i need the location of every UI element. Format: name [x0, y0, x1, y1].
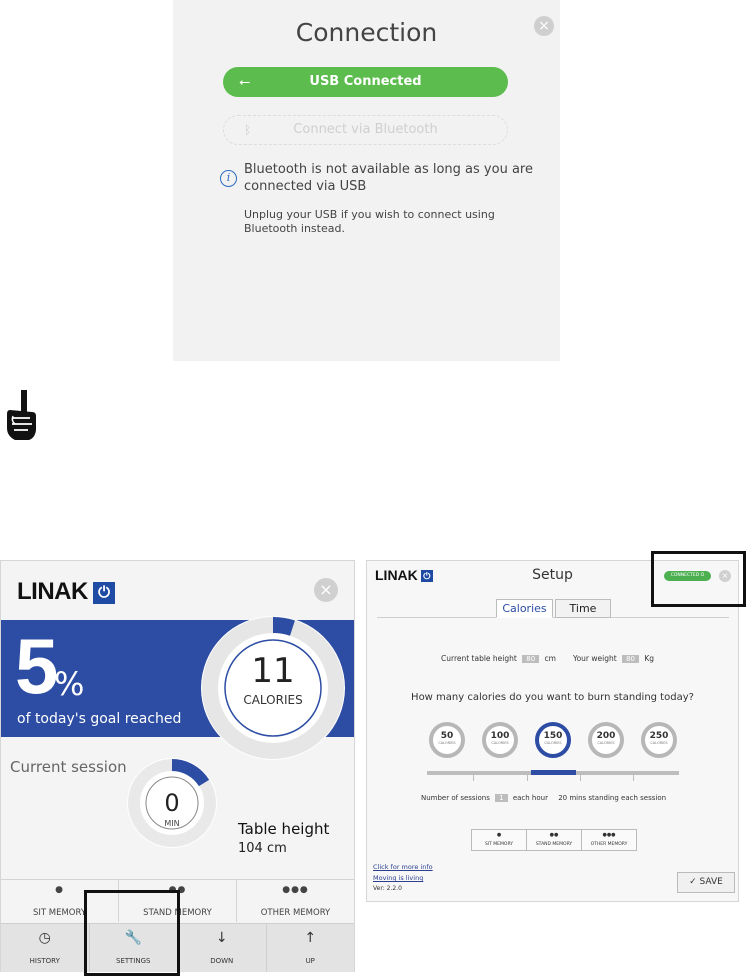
calorie-option-150[interactable]: [535, 722, 571, 758]
usb-connected-label: USB Connected: [309, 74, 422, 89]
info-icon: i: [220, 170, 237, 187]
check-icon: ✓: [689, 877, 697, 887]
memory-dots-icon: ●●●: [282, 885, 309, 895]
sessions-unit: each hour: [512, 794, 548, 802]
setup-window: [366, 560, 739, 902]
nav-label: DOWN: [210, 957, 234, 965]
linak-power-icon: ⏻: [421, 570, 433, 582]
calorie-option-100[interactable]: [482, 722, 518, 758]
nav-label: HISTORY: [29, 957, 60, 965]
memory-dots-icon: ●: [496, 832, 502, 838]
connected-badge[interactable]: CONNECTED ⭘: [664, 571, 711, 581]
version-text: Ver: 2.2.0: [373, 885, 402, 892]
connect-bluetooth-label: Connect via Bluetooth: [293, 122, 438, 137]
session-minutes-label: MIN: [164, 819, 180, 828]
more-info-link[interactable]: Click for more info: [373, 863, 433, 871]
save-label: SAVE: [699, 877, 723, 887]
memory-label: OTHER MEMORY: [590, 842, 628, 847]
memory-dots-icon: ●●: [168, 885, 187, 895]
usb-connected-button[interactable]: [223, 67, 508, 97]
calorie-option-unit: CALORIES: [544, 741, 562, 745]
sessions-extra: 20 mins standing each session: [558, 794, 667, 802]
weight-label: Your weight: [573, 654, 617, 663]
calorie-option-value: 150: [543, 731, 563, 741]
clock-icon: ◷: [38, 930, 51, 946]
session-minutes-value: 0: [164, 789, 180, 817]
sessions-row: [421, 794, 666, 802]
calorie-option-unit: CALORIES: [597, 741, 615, 745]
usb-icon: ⭠: [239, 74, 251, 90]
nav-label: UP: [305, 957, 315, 965]
linak-power-icon: ⏻: [93, 582, 115, 604]
memory-dots-icon: ●●●: [602, 832, 616, 838]
calorie-option-200[interactable]: [588, 722, 624, 758]
other-memory-button[interactable]: [237, 880, 354, 922]
arrow-down-icon: ↓: [215, 930, 228, 946]
up-button[interactable]: [267, 924, 355, 972]
connected-highlight-frame: [651, 551, 746, 607]
history-button[interactable]: [1, 924, 90, 972]
nav-label: SETTINGS: [116, 957, 151, 965]
close-icon[interactable]: ×: [719, 570, 731, 582]
pointing-hand-icon: [4, 388, 40, 444]
sessions-label: Number of sessions: [421, 794, 490, 802]
tab-divider: [377, 617, 729, 618]
memory-label: SIT MEMORY: [484, 842, 514, 847]
table-height-input[interactable]: 80: [522, 655, 539, 663]
down-button[interactable]: [178, 924, 267, 972]
calorie-option-value: 100: [490, 731, 510, 741]
calorie-option-value: 200: [596, 731, 616, 741]
tab-time[interactable]: Time: [555, 599, 611, 618]
table-height-unit: cm: [544, 654, 556, 663]
goal-text: of today's goal reached: [17, 711, 182, 727]
save-button[interactable]: [677, 872, 735, 893]
unplug-usb-text: Unplug your USB if you wish to connect using Bluetooth instead.: [244, 208, 495, 235]
memory-dots-icon: ●: [55, 885, 64, 895]
weight-unit: Kg: [644, 654, 655, 663]
moving-is-living-link[interactable]: Moving is living: [373, 874, 424, 882]
slider-tick: [527, 775, 528, 781]
tab-calories[interactable]: Calories: [496, 599, 553, 618]
calorie-option-unit: CALORIES: [650, 741, 668, 745]
sessions-input[interactable]: 1: [495, 794, 507, 802]
wrench-icon: 🔧: [124, 930, 142, 946]
calorie-option-unit: CALORIES: [438, 741, 456, 745]
sit-memory-button[interactable]: [472, 830, 527, 850]
weight-input[interactable]: 80: [622, 655, 639, 663]
connect-bluetooth-button[interactable]: [223, 115, 508, 145]
table-height-value: 104 cm: [238, 841, 287, 856]
memory-label: STAND MEMORY: [535, 842, 573, 847]
goal-percent: 5: [15, 622, 59, 710]
calories-label: CALORIES: [243, 693, 303, 707]
close-icon[interactable]: ×: [534, 16, 554, 36]
slider-tick: [633, 775, 634, 781]
bluetooth-icon: ᛒ: [244, 123, 252, 137]
memory-label: STAND MEMORY: [143, 908, 212, 918]
slider-tick: [580, 775, 581, 781]
memory-dots-icon: ●●: [549, 832, 559, 838]
other-memory-button[interactable]: [582, 830, 636, 850]
calorie-option-value: 250: [649, 731, 669, 741]
linak-logo-text: LINAK: [375, 567, 418, 583]
table-height-field: [441, 654, 556, 663]
connection-dialog: [173, 0, 560, 361]
calorie-option-unit: CALORIES: [491, 741, 509, 745]
calories-question: How many calories do you want to burn standing today?: [411, 692, 694, 703]
slider-tick: [473, 775, 474, 781]
table-height-label: Table height: [238, 820, 330, 838]
arrow-up-icon: ↑: [304, 930, 317, 946]
linak-logo-text: LINAK: [17, 578, 88, 605]
memory-label: SIT MEMORY: [32, 908, 87, 918]
calorie-slider-selection[interactable]: [531, 770, 576, 775]
setup-title: Setup: [532, 567, 573, 583]
setup-memory-buttons: [471, 829, 637, 851]
settings-highlight-frame: [84, 890, 180, 976]
memory-label: OTHER MEMORY: [260, 908, 331, 918]
calorie-option-250[interactable]: [641, 722, 677, 758]
calorie-option-value: 50: [440, 731, 454, 741]
percent-sign: %: [54, 665, 85, 703]
stand-memory-button[interactable]: [527, 830, 582, 850]
close-icon[interactable]: ×: [314, 578, 338, 602]
connection-title: Connection: [295, 18, 438, 47]
linak-logo: [17, 578, 115, 606]
current-session-label: Current session: [10, 758, 127, 776]
table-height-label: Current table height: [441, 654, 517, 663]
calories-value: 11: [251, 651, 295, 691]
bluetooth-info-text: Bluetooth is not available as long as you are connected via USB: [244, 162, 533, 194]
weight-field: [573, 654, 654, 663]
calorie-option-50[interactable]: [429, 722, 465, 758]
